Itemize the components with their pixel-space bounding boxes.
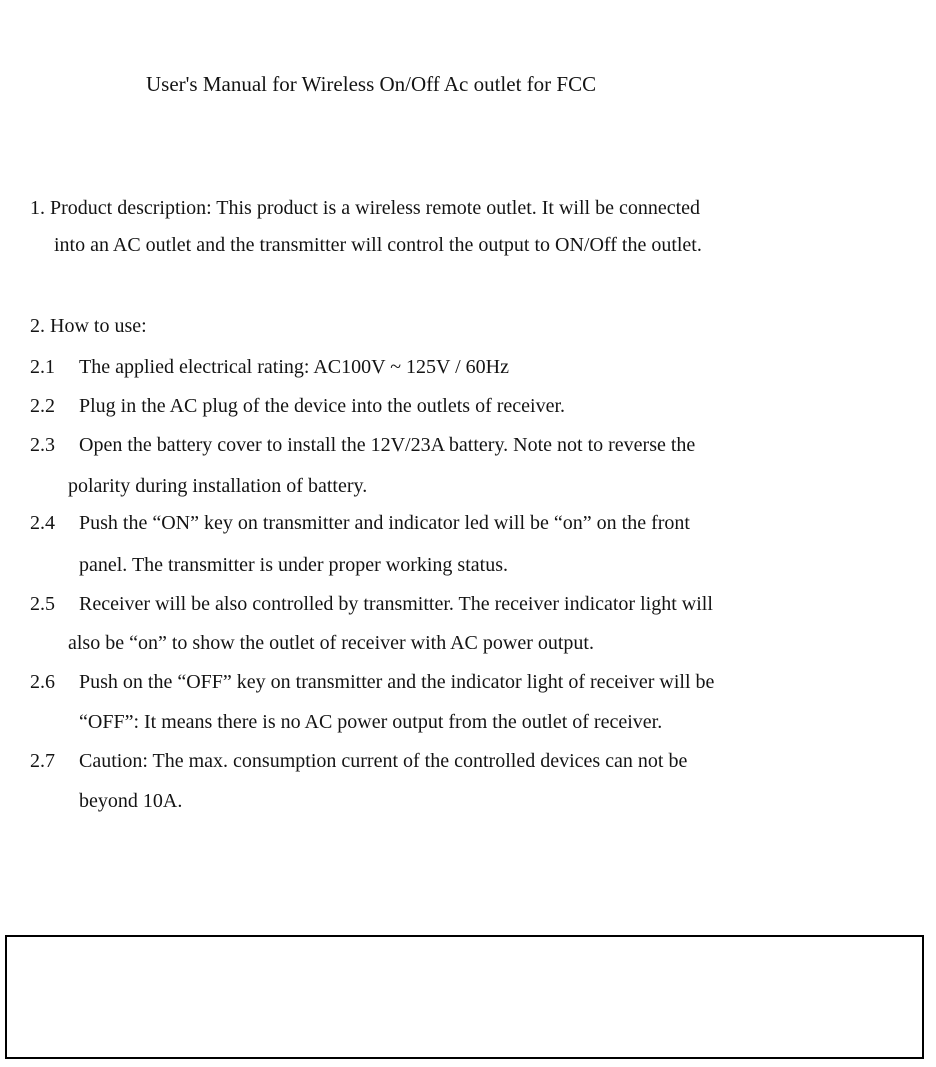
step-number: 2.6 — [30, 671, 55, 693]
step-2-6 — [30, 670, 714, 694]
step-number: 2.7 — [30, 750, 55, 772]
document-title: User's Manual for Wireless On/Off Ac outlet for FCC — [146, 72, 597, 96]
step-2-3 — [30, 433, 695, 457]
step-number: 2.3 — [30, 434, 55, 456]
step-text: The applied electrical rating: AC100V ~ 125V / 60Hz — [79, 356, 509, 378]
step-2-7-continued: beyond 10A. — [79, 790, 183, 812]
step-text: Push on the “OFF” key on transmitter and the indicator light of receiver will be — [79, 671, 715, 693]
how-to-use-heading: 2. How to use: — [30, 315, 147, 337]
step-text: Open the battery cover to install the 12V/23A battery. Note not to reverse the — [79, 434, 696, 456]
product-description-line-2: into an AC outlet and the transmitter will control the output to ON/Off the outlet. — [54, 234, 702, 256]
step-number: 2.5 — [30, 593, 55, 615]
step-2-5 — [30, 592, 713, 616]
step-2-3-continued: polarity during installation of battery. — [68, 475, 368, 497]
step-2-5-continued: also be “on” to show the outlet of receiver with AC power output. — [68, 632, 594, 654]
step-number: 2.2 — [30, 395, 55, 417]
step-2-2 — [30, 394, 565, 418]
step-number: 2.4 — [30, 512, 55, 534]
step-2-7 — [30, 749, 687, 773]
step-text: Caution: The max. consumption current of the controlled devices can not be — [79, 750, 688, 772]
step-2-6-continued: “OFF”: It means there is no AC power output from the outlet of receiver. — [79, 711, 663, 733]
step-2-1 — [30, 355, 509, 379]
step-2-4-continued: panel. The transmitter is under proper working status. — [79, 554, 508, 576]
product-description-line-1: 1. Product description: This product is a wireless remote outlet. It will be connected — [30, 197, 701, 219]
empty-bordered-box — [5, 935, 924, 1059]
step-text: Receiver will be also controlled by transmitter. The receiver indicator light will — [79, 593, 713, 615]
step-text: Push the “ON” key on transmitter and indicator led will be “on” on the front — [79, 512, 690, 534]
step-number: 2.1 — [30, 356, 55, 378]
step-text: Plug in the AC plug of the device into the outlets of receiver. — [79, 395, 566, 417]
step-2-4 — [30, 511, 690, 535]
